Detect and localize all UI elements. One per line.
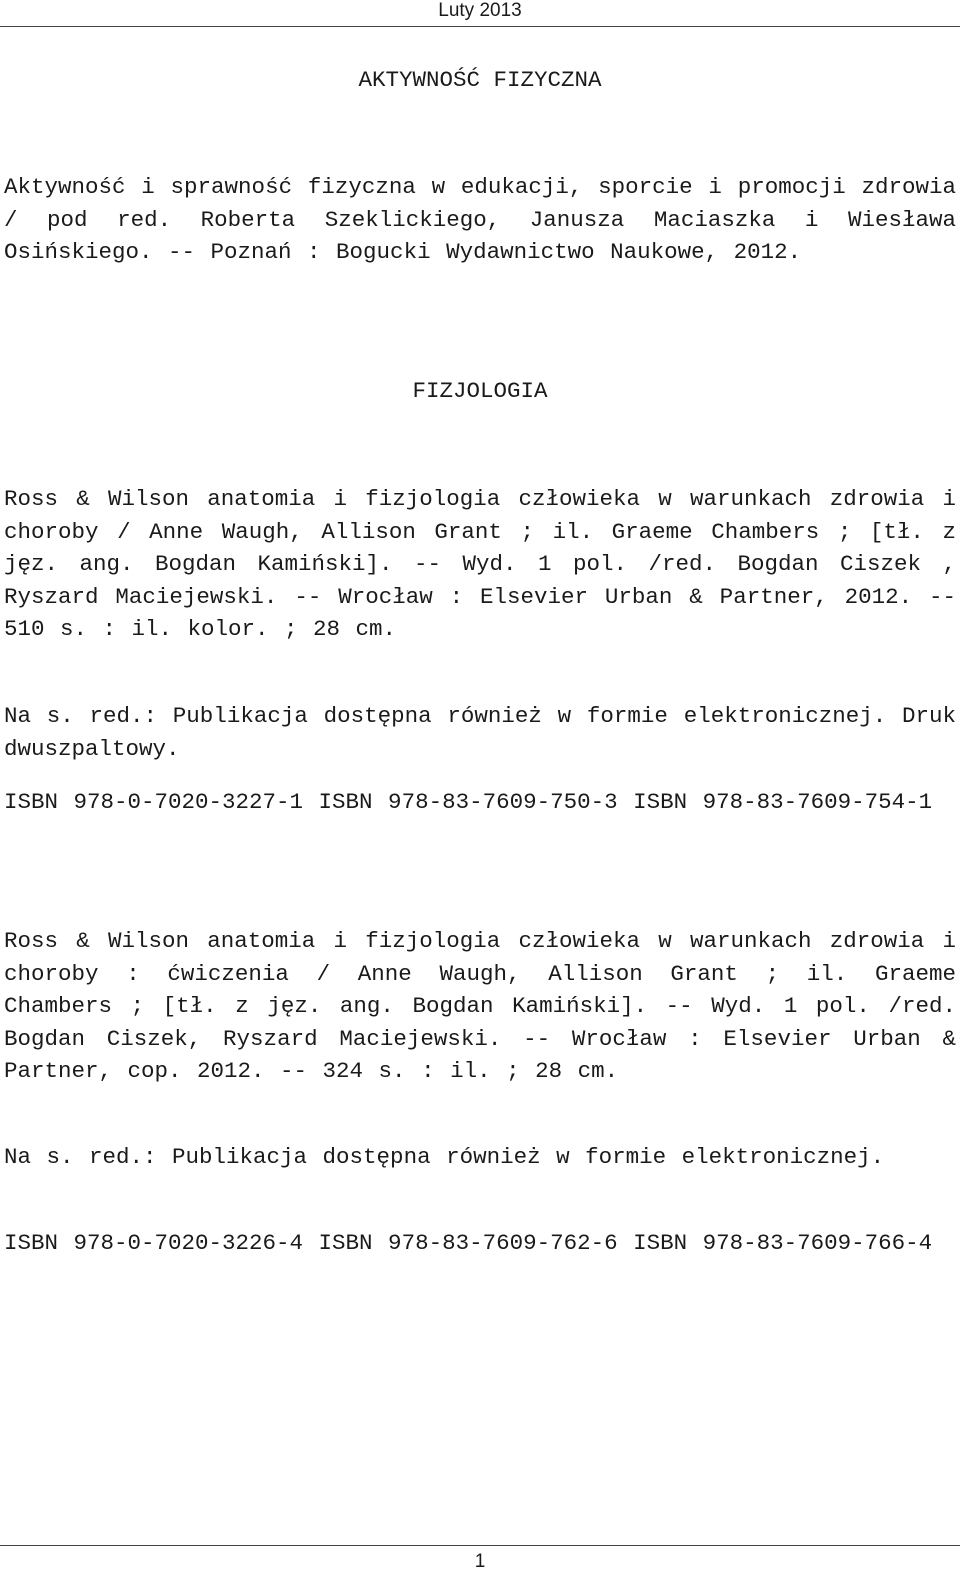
record-1-isbn: ISBN 978-0-7020-3227-1 ISBN 978-83-7609-750-3 ISBN 978-83-7609-754-1: [4, 789, 933, 815]
record-1-description: Ross & Wilson anatomia i fizjologia człowieka w warunkach zdrowia i choroby / Anne Waugh, Allison Grant ; il. Graeme Chambers ; [tł. z jęz. ang. Bogdan Kamiński]. -- Wyd. 1 pol. /red. Bogdan Ciszek , Ryszard Maciejewski. -- Wrocław : Elsevier Urban & Partner, 2012. -- 510 s. : il. kolor. ; 28 cm.: [4, 486, 956, 642]
record-1-note: Na s. red.: Publikacja dostępna również w formie elektronicznej. Druk dwuszpaltowy.: [4, 703, 956, 762]
page-number: 1: [474, 1551, 486, 1572]
page-header: [0, 0, 960, 26]
bibliography-entry: Aktywność i sprawność fizyczna w edukacji, sporcie i promocji zdrowia / pod red. Roberta Szeklickiego, Janusza Maciaszka i Wiesława Osińskiego. -- Poznań : Bogucki Wydawnictwo Naukowe, 2012.: [4, 174, 956, 265]
header-date: Luty 2013: [438, 0, 522, 21]
section-title-aktywnosc: AKTYWNOŚĆ FIZYCZNA: [358, 67, 602, 93]
record-2-description: Ross & Wilson anatomia i fizjologia człowieka w warunkach zdrowia i choroby : ćwiczenia / Anne Waugh, Allison Grant ; il. Graeme Chambers ; [tł. z jęz. ang. Bogdan Kamiński]. -- Wyd. 1 pol. /red. Bogdan Ciszek, Ryszard Maciejewski. -- Wrocław : Elsevier Urban & Partner, cop. 2012. -- 324 s. : il. ; 28 cm.: [4, 928, 956, 1084]
record-2-isbn: ISBN 978-0-7020-3226-4 ISBN 978-83-7609-762-6 ISBN 978-83-7609-766-4: [4, 1230, 933, 1256]
page-footer: [0, 1549, 960, 1575]
record-2-note: Na s. red.: Publikacja dostępna również w formie elektronicznej.: [4, 1144, 885, 1170]
section-title-fizjologia: FIZJOLOGIA: [412, 378, 548, 404]
footer-divider: [0, 1545, 960, 1546]
header-divider: [0, 26, 960, 27]
